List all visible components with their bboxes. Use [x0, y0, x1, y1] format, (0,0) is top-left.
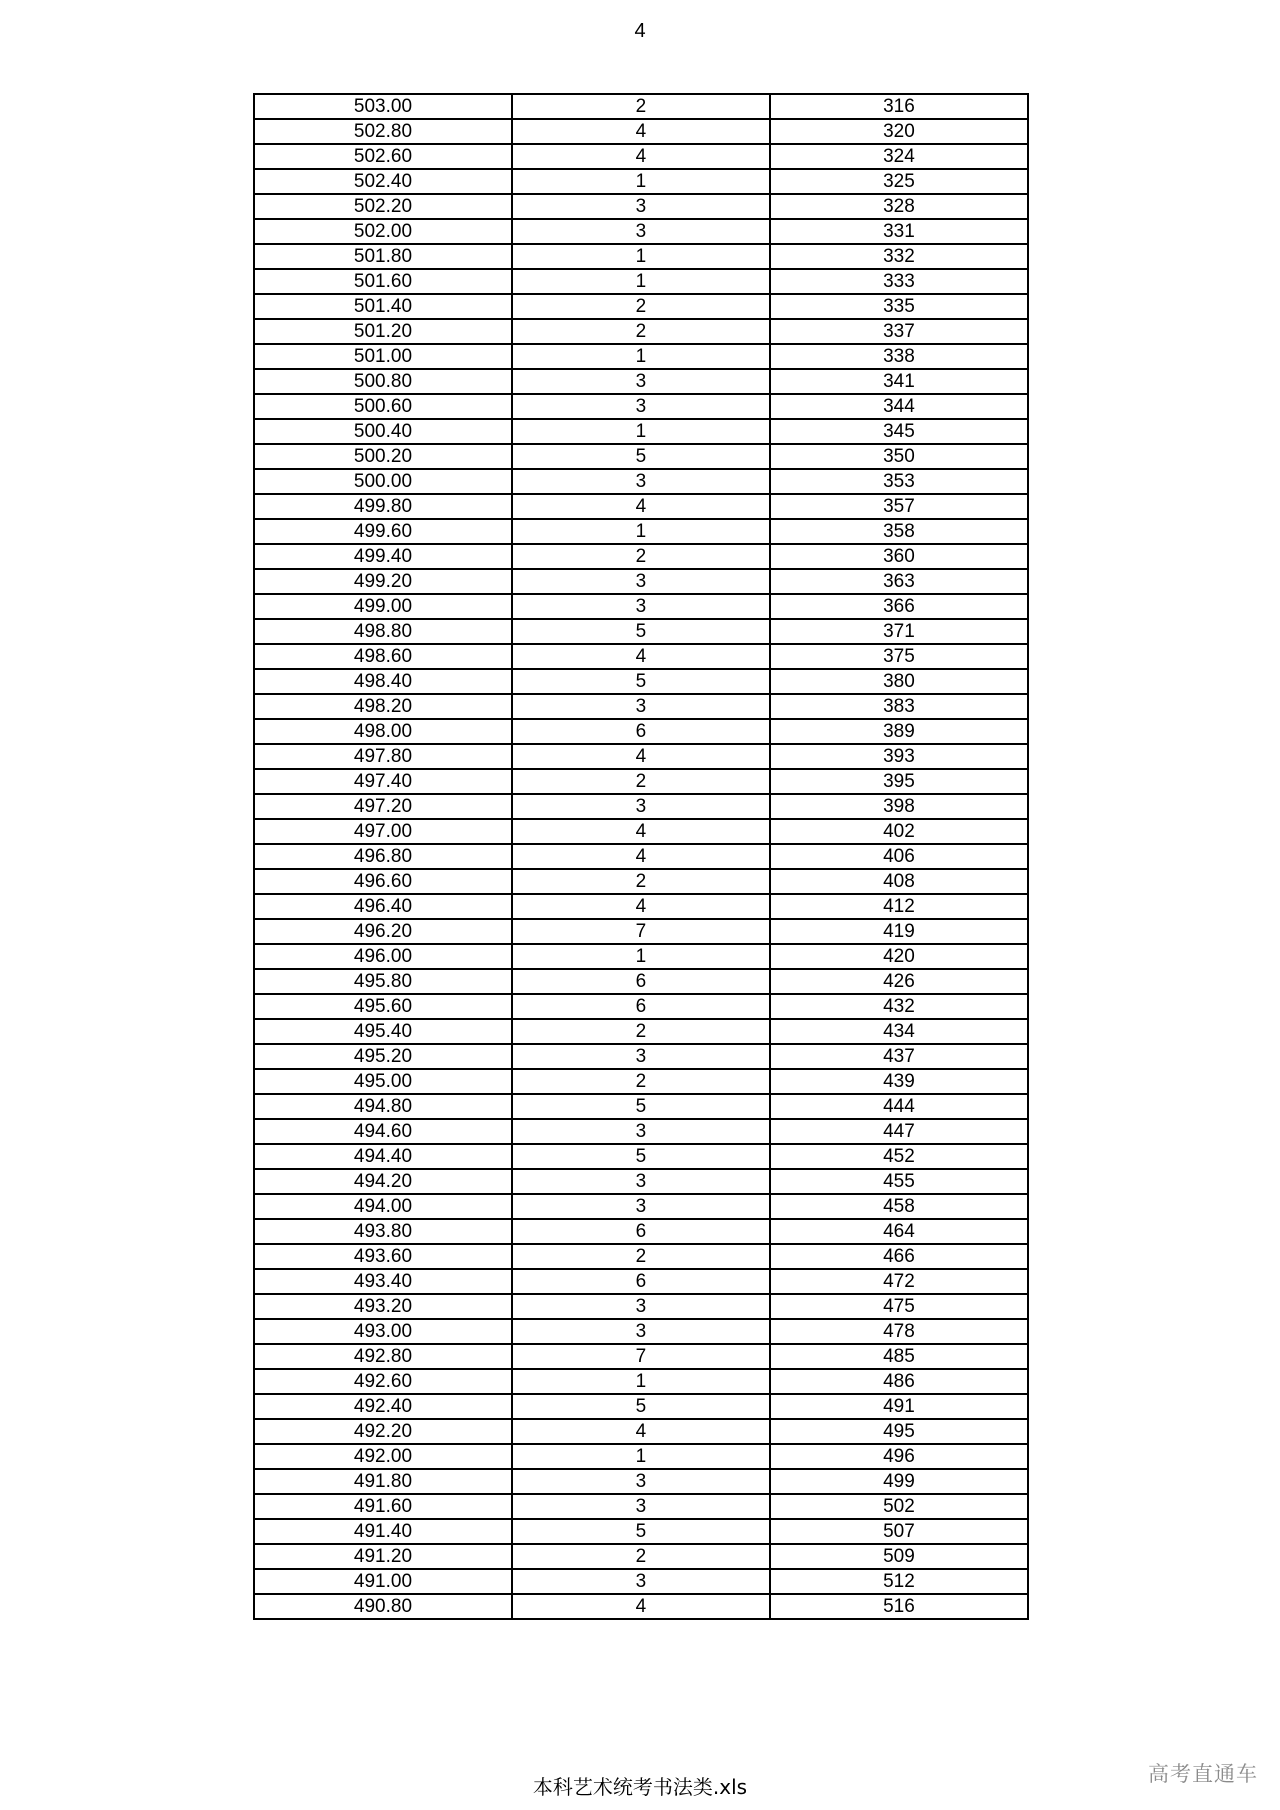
cumulative-count-cell: 499 [770, 1469, 1028, 1494]
score-cell: 492.20 [254, 1419, 512, 1444]
count-cell: 4 [512, 1419, 770, 1444]
cumulative-count-cell: 320 [770, 119, 1028, 144]
watermark-text: 高考直通车 [1148, 1762, 1258, 1786]
table-row [254, 1594, 1028, 1619]
count-cell: 2 [512, 1069, 770, 1094]
count-cell: 3 [512, 1569, 770, 1594]
count-cell: 3 [512, 1044, 770, 1069]
score-cell: 491.00 [254, 1569, 512, 1594]
table-row [254, 619, 1028, 644]
count-cell: 6 [512, 994, 770, 1019]
score-cell: 499.20 [254, 569, 512, 594]
count-cell: 2 [512, 1244, 770, 1269]
score-cell: 497.80 [254, 744, 512, 769]
count-cell: 2 [512, 294, 770, 319]
score-cell: 491.80 [254, 1469, 512, 1494]
cumulative-count-cell: 444 [770, 1094, 1028, 1119]
count-cell: 4 [512, 144, 770, 169]
table-row [254, 794, 1028, 819]
table-row [254, 1219, 1028, 1244]
table-row [254, 119, 1028, 144]
score-cell: 496.20 [254, 919, 512, 944]
score-cell: 496.80 [254, 844, 512, 869]
table-row [254, 394, 1028, 419]
score-cell: 497.20 [254, 794, 512, 819]
cumulative-count-cell: 366 [770, 594, 1028, 619]
score-cell: 495.60 [254, 994, 512, 1019]
table-row [254, 544, 1028, 569]
score-cell: 500.20 [254, 444, 512, 469]
table-row [254, 144, 1028, 169]
count-cell: 3 [512, 469, 770, 494]
count-cell: 1 [512, 169, 770, 194]
count-cell: 3 [512, 219, 770, 244]
count-cell: 4 [512, 119, 770, 144]
cumulative-count-cell: 345 [770, 419, 1028, 444]
table-row [254, 244, 1028, 269]
cumulative-count-cell: 412 [770, 894, 1028, 919]
table-row [254, 569, 1028, 594]
cumulative-count-cell: 353 [770, 469, 1028, 494]
table-row [254, 94, 1028, 119]
count-cell: 5 [512, 1519, 770, 1544]
score-cell: 494.40 [254, 1144, 512, 1169]
count-cell: 2 [512, 769, 770, 794]
table-row [254, 694, 1028, 719]
count-cell: 1 [512, 244, 770, 269]
count-cell: 3 [512, 394, 770, 419]
table-row [254, 369, 1028, 394]
cumulative-count-cell: 455 [770, 1169, 1028, 1194]
table-row [254, 844, 1028, 869]
table-row [254, 419, 1028, 444]
score-cell: 492.00 [254, 1444, 512, 1469]
cumulative-count-cell: 333 [770, 269, 1028, 294]
cumulative-count-cell: 383 [770, 694, 1028, 719]
score-cell: 495.20 [254, 1044, 512, 1069]
count-cell: 4 [512, 819, 770, 844]
cumulative-count-cell: 332 [770, 244, 1028, 269]
cumulative-count-cell: 408 [770, 869, 1028, 894]
cumulative-count-cell: 371 [770, 619, 1028, 644]
score-cell: 500.00 [254, 469, 512, 494]
count-cell: 3 [512, 1194, 770, 1219]
score-cell: 494.20 [254, 1169, 512, 1194]
score-cell: 497.40 [254, 769, 512, 794]
score-cell: 499.00 [254, 594, 512, 619]
table-row [254, 1444, 1028, 1469]
table-row [254, 294, 1028, 319]
score-cell: 493.20 [254, 1294, 512, 1319]
score-cell: 493.60 [254, 1244, 512, 1269]
cumulative-count-cell: 472 [770, 1269, 1028, 1294]
table-row [254, 519, 1028, 544]
table-row [254, 319, 1028, 344]
table-row [254, 494, 1028, 519]
score-cell: 499.80 [254, 494, 512, 519]
cumulative-count-cell: 486 [770, 1369, 1028, 1394]
count-cell: 6 [512, 969, 770, 994]
count-cell: 1 [512, 344, 770, 369]
table-row [254, 219, 1028, 244]
count-cell: 2 [512, 544, 770, 569]
table-row [254, 1094, 1028, 1119]
cumulative-count-cell: 509 [770, 1544, 1028, 1569]
table-row [254, 644, 1028, 669]
cumulative-count-cell: 344 [770, 394, 1028, 419]
count-cell: 5 [512, 1094, 770, 1119]
cumulative-count-cell: 393 [770, 744, 1028, 769]
score-cell: 502.60 [254, 144, 512, 169]
score-cell: 490.80 [254, 1594, 512, 1619]
table-row [254, 869, 1028, 894]
score-cell: 498.00 [254, 719, 512, 744]
cumulative-count-cell: 496 [770, 1444, 1028, 1469]
cumulative-count-cell: 466 [770, 1244, 1028, 1269]
count-cell: 4 [512, 744, 770, 769]
table-row [254, 994, 1028, 1019]
count-cell: 5 [512, 1144, 770, 1169]
cumulative-count-cell: 331 [770, 219, 1028, 244]
count-cell: 1 [512, 419, 770, 444]
table-row [254, 1419, 1028, 1444]
score-cell: 501.40 [254, 294, 512, 319]
cumulative-count-cell: 447 [770, 1119, 1028, 1144]
score-cell: 499.40 [254, 544, 512, 569]
score-cell: 492.60 [254, 1369, 512, 1394]
cumulative-count-cell: 491 [770, 1394, 1028, 1419]
score-cell: 495.40 [254, 1019, 512, 1044]
table-row [254, 344, 1028, 369]
cumulative-count-cell: 516 [770, 1594, 1028, 1619]
table-row [254, 1344, 1028, 1369]
table-row [254, 1544, 1028, 1569]
score-cell: 503.00 [254, 94, 512, 119]
table-row [254, 1569, 1028, 1594]
count-cell: 6 [512, 719, 770, 744]
count-cell: 3 [512, 694, 770, 719]
table-row [254, 744, 1028, 769]
count-cell: 6 [512, 1219, 770, 1244]
table-row [254, 1269, 1028, 1294]
score-cell: 494.80 [254, 1094, 512, 1119]
count-cell: 3 [512, 1119, 770, 1144]
score-cell: 502.40 [254, 169, 512, 194]
cumulative-count-cell: 324 [770, 144, 1028, 169]
score-cell: 496.40 [254, 894, 512, 919]
count-cell: 1 [512, 1444, 770, 1469]
cumulative-count-cell: 502 [770, 1494, 1028, 1519]
count-cell: 7 [512, 919, 770, 944]
count-cell: 2 [512, 319, 770, 344]
cumulative-count-cell: 507 [770, 1519, 1028, 1544]
count-cell: 1 [512, 944, 770, 969]
count-cell: 4 [512, 494, 770, 519]
score-cell: 499.60 [254, 519, 512, 544]
score-cell: 502.00 [254, 219, 512, 244]
score-table-container [253, 93, 1029, 1620]
cumulative-count-cell: 325 [770, 169, 1028, 194]
table-row [254, 194, 1028, 219]
score-cell: 498.20 [254, 694, 512, 719]
cumulative-count-cell: 338 [770, 344, 1028, 369]
table-row [254, 719, 1028, 744]
cumulative-count-cell: 341 [770, 369, 1028, 394]
score-table [253, 93, 1029, 1620]
score-cell: 501.80 [254, 244, 512, 269]
count-cell: 2 [512, 869, 770, 894]
count-cell: 3 [512, 594, 770, 619]
score-cell: 493.80 [254, 1219, 512, 1244]
cumulative-count-cell: 464 [770, 1219, 1028, 1244]
cumulative-count-cell: 375 [770, 644, 1028, 669]
score-cell: 501.60 [254, 269, 512, 294]
count-cell: 4 [512, 644, 770, 669]
count-cell: 3 [512, 794, 770, 819]
score-cell: 496.00 [254, 944, 512, 969]
count-cell: 3 [512, 1469, 770, 1494]
score-cell: 498.40 [254, 669, 512, 694]
cumulative-count-cell: 478 [770, 1319, 1028, 1344]
cumulative-count-cell: 432 [770, 994, 1028, 1019]
score-cell: 500.60 [254, 394, 512, 419]
count-cell: 3 [512, 1169, 770, 1194]
count-cell: 3 [512, 569, 770, 594]
table-row [254, 469, 1028, 494]
count-cell: 6 [512, 1269, 770, 1294]
table-row [254, 169, 1028, 194]
table-row [254, 944, 1028, 969]
score-cell: 502.80 [254, 119, 512, 144]
count-cell: 7 [512, 1344, 770, 1369]
score-table-body [254, 94, 1028, 1619]
count-cell: 4 [512, 844, 770, 869]
cumulative-count-cell: 458 [770, 1194, 1028, 1219]
score-cell: 494.60 [254, 1119, 512, 1144]
score-cell: 497.00 [254, 819, 512, 844]
cumulative-count-cell: 406 [770, 844, 1028, 869]
score-cell: 501.20 [254, 319, 512, 344]
cumulative-count-cell: 357 [770, 494, 1028, 519]
score-cell: 494.00 [254, 1194, 512, 1219]
cumulative-count-cell: 350 [770, 444, 1028, 469]
cumulative-count-cell: 328 [770, 194, 1028, 219]
table-row [254, 819, 1028, 844]
count-cell: 2 [512, 94, 770, 119]
table-row [254, 1194, 1028, 1219]
cumulative-count-cell: 360 [770, 544, 1028, 569]
count-cell: 2 [512, 1544, 770, 1569]
score-cell: 498.80 [254, 619, 512, 644]
score-cell: 500.80 [254, 369, 512, 394]
cumulative-count-cell: 420 [770, 944, 1028, 969]
score-cell: 496.60 [254, 869, 512, 894]
table-row [254, 1519, 1028, 1544]
score-cell: 500.40 [254, 419, 512, 444]
count-cell: 1 [512, 269, 770, 294]
score-cell: 501.00 [254, 344, 512, 369]
count-cell: 2 [512, 1019, 770, 1044]
cumulative-count-cell: 380 [770, 669, 1028, 694]
page-number: 4 [634, 20, 646, 42]
cumulative-count-cell: 434 [770, 1019, 1028, 1044]
table-row [254, 1044, 1028, 1069]
table-row [254, 1469, 1028, 1494]
count-cell: 5 [512, 619, 770, 644]
table-row [254, 1294, 1028, 1319]
cumulative-count-cell: 419 [770, 919, 1028, 944]
count-cell: 5 [512, 1394, 770, 1419]
cumulative-count-cell: 337 [770, 319, 1028, 344]
count-cell: 5 [512, 669, 770, 694]
cumulative-count-cell: 512 [770, 1569, 1028, 1594]
score-cell: 492.80 [254, 1344, 512, 1369]
score-cell: 491.20 [254, 1544, 512, 1569]
cumulative-count-cell: 452 [770, 1144, 1028, 1169]
score-cell: 495.00 [254, 1069, 512, 1094]
count-cell: 4 [512, 894, 770, 919]
cumulative-count-cell: 363 [770, 569, 1028, 594]
cumulative-count-cell: 395 [770, 769, 1028, 794]
table-row [254, 894, 1028, 919]
count-cell: 1 [512, 519, 770, 544]
score-cell: 491.60 [254, 1494, 512, 1519]
table-row [254, 1169, 1028, 1194]
table-row [254, 269, 1028, 294]
table-row [254, 669, 1028, 694]
cumulative-count-cell: 402 [770, 819, 1028, 844]
table-row [254, 969, 1028, 994]
cumulative-count-cell: 389 [770, 719, 1028, 744]
count-cell: 3 [512, 194, 770, 219]
table-row [254, 769, 1028, 794]
cumulative-count-cell: 437 [770, 1044, 1028, 1069]
cumulative-count-cell: 495 [770, 1419, 1028, 1444]
score-cell: 493.00 [254, 1319, 512, 1344]
score-cell: 492.40 [254, 1394, 512, 1419]
cumulative-count-cell: 358 [770, 519, 1028, 544]
table-row [254, 1244, 1028, 1269]
count-cell: 3 [512, 369, 770, 394]
table-row [254, 1494, 1028, 1519]
count-cell: 3 [512, 1494, 770, 1519]
count-cell: 5 [512, 444, 770, 469]
table-row [254, 919, 1028, 944]
cumulative-count-cell: 398 [770, 794, 1028, 819]
count-cell: 3 [512, 1294, 770, 1319]
cumulative-count-cell: 485 [770, 1344, 1028, 1369]
table-row [254, 1369, 1028, 1394]
count-cell: 3 [512, 1319, 770, 1344]
cumulative-count-cell: 426 [770, 969, 1028, 994]
table-row [254, 1119, 1028, 1144]
cumulative-count-cell: 316 [770, 94, 1028, 119]
score-cell: 491.40 [254, 1519, 512, 1544]
table-row [254, 1069, 1028, 1094]
score-cell: 493.40 [254, 1269, 512, 1294]
cumulative-count-cell: 335 [770, 294, 1028, 319]
table-row [254, 594, 1028, 619]
cumulative-count-cell: 439 [770, 1069, 1028, 1094]
cumulative-count-cell: 475 [770, 1294, 1028, 1319]
table-row [254, 1144, 1028, 1169]
table-row [254, 444, 1028, 469]
count-cell: 1 [512, 1369, 770, 1394]
table-row [254, 1319, 1028, 1344]
table-row [254, 1019, 1028, 1044]
score-cell: 498.60 [254, 644, 512, 669]
score-cell: 502.20 [254, 194, 512, 219]
table-row [254, 1394, 1028, 1419]
score-cell: 495.80 [254, 969, 512, 994]
footer-filename: 本科艺术统考书法类.xls [532, 1775, 748, 1799]
count-cell: 4 [512, 1594, 770, 1619]
